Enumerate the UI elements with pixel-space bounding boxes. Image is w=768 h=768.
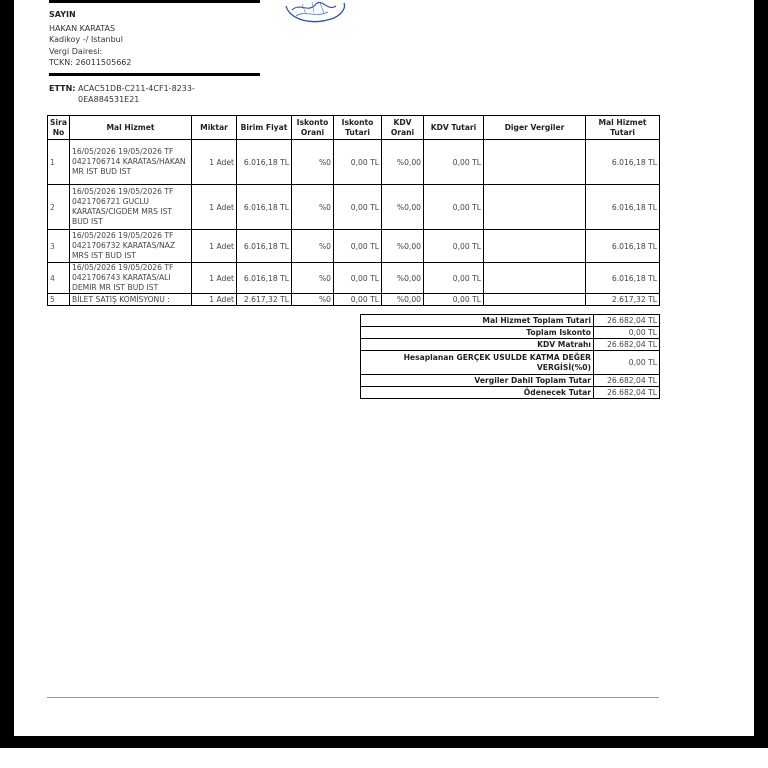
ettn-value-line1: ACAC51DB-C211-4CF1-8233- xyxy=(78,84,195,93)
ettn-label: ETTN: xyxy=(49,84,76,93)
row-description: BİLET SATIŞ KOMİSYONU : xyxy=(70,294,192,306)
row-unit-price: 6.016,18 TL xyxy=(237,263,292,294)
invoice-items-table xyxy=(47,115,660,306)
col-header-miktar: Miktar xyxy=(192,116,237,140)
row-description: 16/05/2026 19/05/2026 TF 0421706732 KARATAS/NAZ MRS IST BUD IST xyxy=(70,230,192,263)
totals-row xyxy=(361,351,660,375)
row-discount-rate: %0 xyxy=(292,185,334,230)
row-discount-amount: 0,00 TL xyxy=(334,294,382,306)
row-number: 3 xyxy=(48,230,70,263)
row-quantity: 1 Adet xyxy=(192,263,237,294)
row-number: 1 xyxy=(48,140,70,185)
customer-bottom-rule xyxy=(49,73,260,76)
row-vat-amount: 0,00 TL xyxy=(424,263,484,294)
row-vat-amount: 0,00 TL xyxy=(424,294,484,306)
totals-row xyxy=(361,315,660,327)
row-other-taxes xyxy=(484,185,586,230)
row-vat-amount: 0,00 TL xyxy=(424,230,484,263)
row-quantity: 1 Adet xyxy=(192,294,237,306)
customer-tckn: TCKN: 26011505662 xyxy=(49,58,132,67)
table-row xyxy=(48,230,660,263)
totals-value-calculated-vat: 0,00 TL xyxy=(594,351,660,375)
row-discount-rate: %0 xyxy=(292,294,334,306)
totals-label-discount: Toplam Iskonto xyxy=(361,327,594,339)
totals-table xyxy=(360,314,660,399)
row-other-taxes xyxy=(484,294,586,306)
totals-value-discount: 0,00 TL xyxy=(594,327,660,339)
totals-row xyxy=(361,387,660,399)
col-header-iskonto-tutari: Iskonto Tutari xyxy=(334,116,382,140)
customer-tax-office: Vergi Dairesi: xyxy=(49,46,103,56)
totals-label-tax-inclusive: Vergiler Dahil Toplam Tutar xyxy=(361,375,594,387)
col-header-birim-fiyat: Birim Fiyat xyxy=(237,116,292,140)
customer-heading: SAYIN xyxy=(49,10,76,19)
row-description: 16/05/2026 19/05/2026 TF 0421706721 GUCLU KARATAS/CIGDEM MRS IST BUD IST xyxy=(70,185,192,230)
ettn-block xyxy=(49,83,195,105)
col-header-mal-hizmet: Mal Hizmet xyxy=(70,116,192,140)
totals-row xyxy=(361,375,660,387)
row-other-taxes xyxy=(484,263,586,294)
totals-label-calculated-vat: Hesaplanan GERÇEK USULDE KATMA DEĞER VERGİSİ(%0) xyxy=(361,351,594,375)
row-quantity: 1 Adet xyxy=(192,140,237,185)
row-discount-rate: %0 xyxy=(292,140,334,185)
row-number: 4 xyxy=(48,263,70,294)
totals-row xyxy=(361,327,660,339)
next-page-edge xyxy=(0,748,768,768)
row-other-taxes xyxy=(484,140,586,185)
row-quantity: 1 Adet xyxy=(192,230,237,263)
row-total: 2.617,32 TL xyxy=(586,294,660,306)
table-row xyxy=(48,294,660,306)
ettn-value-line2: 0EA884531E21 xyxy=(78,95,140,104)
row-other-taxes xyxy=(484,230,586,263)
col-header-iskonto-orani: Iskonto Orani xyxy=(292,116,334,140)
row-vat-rate: %0,00 xyxy=(382,263,424,294)
table-row xyxy=(48,185,660,230)
row-unit-price: 6.016,18 TL xyxy=(237,185,292,230)
totals-label-payable: Ödenecek Tutar xyxy=(361,387,594,399)
footer-divider xyxy=(47,697,659,698)
row-discount-rate: %0 xyxy=(292,263,334,294)
company-seal-icon xyxy=(282,0,352,26)
totals-label-vat-base: KDV Matrahı xyxy=(361,339,594,351)
row-vat-amount: 0,00 TL xyxy=(424,140,484,185)
row-quantity: 1 Adet xyxy=(192,185,237,230)
invoice-page xyxy=(14,0,754,736)
row-vat-rate: %0,00 xyxy=(382,294,424,306)
table-row xyxy=(48,263,660,294)
row-discount-amount: 0,00 TL xyxy=(334,185,382,230)
table-header-row xyxy=(48,116,660,140)
row-vat-amount: 0,00 TL xyxy=(424,185,484,230)
customer-name: HAKAN KARATAS xyxy=(49,23,116,33)
customer-address: Kadikoy -/ Istanbul xyxy=(49,35,123,44)
row-unit-price: 6.016,18 TL xyxy=(237,230,292,263)
row-unit-price: 2.617,32 TL xyxy=(237,294,292,306)
table-row xyxy=(48,140,660,185)
header-top-rule xyxy=(49,0,260,3)
totals-label-goods-services: Mal Hizmet Toplam Tutari xyxy=(361,315,594,327)
col-header-mal-hizmet-tutari: Mal Hizmet Tutari xyxy=(586,116,660,140)
row-total: 6.016,18 TL xyxy=(586,185,660,230)
row-number: 2 xyxy=(48,185,70,230)
col-header-sira: Sira No xyxy=(48,116,70,140)
row-description: 16/05/2026 19/05/2026 TF 0421706743 KARATAS/ALI DEMIR MR IST BUD IST xyxy=(70,263,192,294)
row-total: 6.016,18 TL xyxy=(586,263,660,294)
customer-block xyxy=(49,9,269,69)
totals-value-goods-services: 26.682,04 TL xyxy=(594,315,660,327)
totals-value-payable: 26.682,04 TL xyxy=(594,387,660,399)
row-vat-rate: %0,00 xyxy=(382,185,424,230)
row-vat-rate: %0,00 xyxy=(382,140,424,185)
row-discount-amount: 0,00 TL xyxy=(334,263,382,294)
totals-row xyxy=(361,339,660,351)
row-total: 6.016,18 TL xyxy=(586,230,660,263)
totals-value-vat-base: 26.682,04 TL xyxy=(594,339,660,351)
totals-value-tax-inclusive: 26.682,04 TL xyxy=(594,375,660,387)
row-vat-rate: %0,00 xyxy=(382,230,424,263)
col-header-kdv-orani: KDV Orani xyxy=(382,116,424,140)
col-header-diger-vergiler: Diger Vergiler xyxy=(484,116,586,140)
row-discount-amount: 0,00 TL xyxy=(334,140,382,185)
row-description: 16/05/2026 19/05/2026 TF 0421706714 KARATAS/HAKAN MR IST BUD IST xyxy=(70,140,192,185)
row-discount-amount: 0,00 TL xyxy=(334,230,382,263)
row-total: 6.016,18 TL xyxy=(586,140,660,185)
col-header-kdv-tutari: KDV Tutari xyxy=(424,116,484,140)
row-number: 5 xyxy=(48,294,70,306)
row-unit-price: 6.016,18 TL xyxy=(237,140,292,185)
row-discount-rate: %0 xyxy=(292,230,334,263)
